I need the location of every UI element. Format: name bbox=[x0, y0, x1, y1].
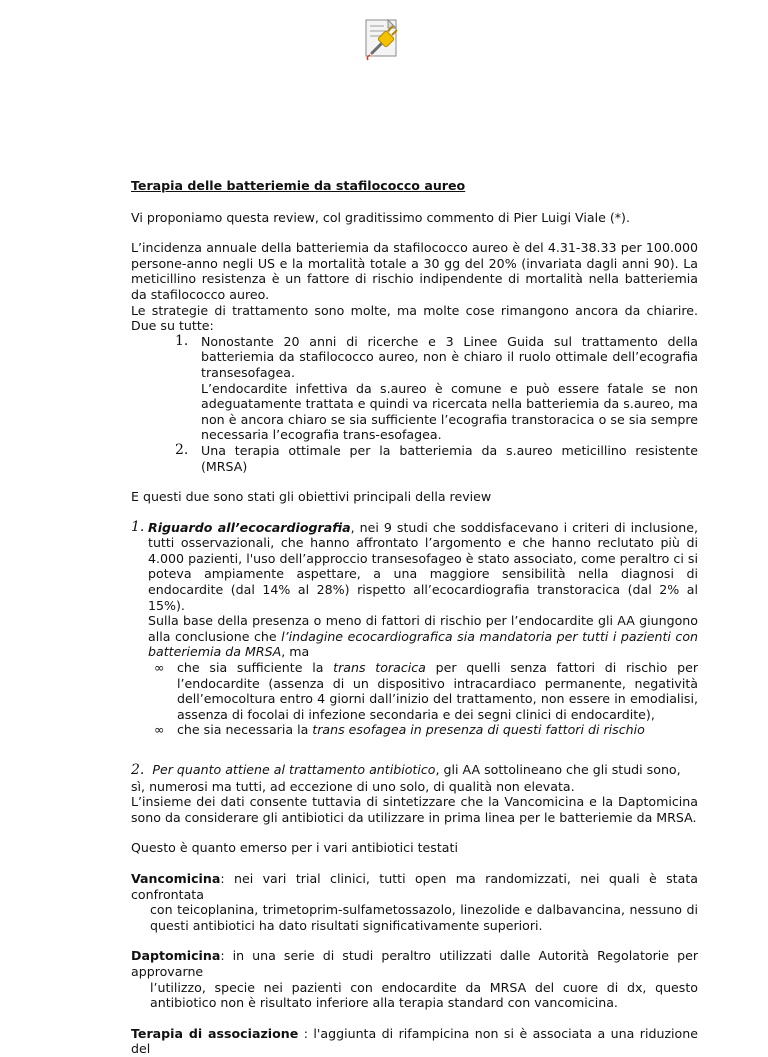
document-body bbox=[131, 178, 698, 1057]
findings-list bbox=[131, 520, 698, 826]
objectives-paragraph: E questi due sono stati gli obiettivi principali della review bbox=[131, 489, 492, 505]
open-questions-list bbox=[131, 334, 698, 474]
echocardiography-section: 1. Riguardo all’ecocardiografia, nei 9 studi che soddisfacevano i criteri di inclusione, tutti osservazionali, che hanno affrontato l’argomento e che hanno reclutato più di 4.000 pazienti, l'uso dell’approccio transesofageo è stato associato, come peraltro ci si poteva ampiamente aspettare, a una maggiore sensibilità nella diagnosi di endocardite (dal 14% al 28%) rispetto all’ecocardiografia transtoracica (dal 2% al 15%). Sulla base della presenza o meno di fattori di rischio per l’endocardite gli AA giungono alla conclusione che l’indagine ecocardiografica sia mandatoria per tutti i pazienti con batteriemia da MRSA, ma ∞ che sia sufficiente la trans toracica per quelli senza fattori di rischio per l’endocardite (assenza di un dispositivo intracardiaco permanente, negatività dell’emocoltura entro 4 giorni dall’inizio del trattamento, non essere in emodialisi, assenza di focolai di infezione secondaria e dei segni clinici di endocardite), ∞ che sia necessaria la trans esofagea in presenza di questi fattori di rischio bbox=[131, 518, 699, 738]
bullet-item: ∞ che sia necessaria la trans esofagea in presenza di questi fattori di rischio bbox=[154, 722, 645, 738]
document-title: Terapia delle batteriemie da stafilococco aureo bbox=[131, 178, 466, 193]
document-plugin-icon bbox=[360, 17, 404, 61]
list-item: 2. Una terapia ottimale per la batteriemia da s.aureo meticillino resistente (MRSA) bbox=[175, 441, 698, 474]
bullet-item: ∞ che sia sufficiente la trans toracica per quelli senza fattori di rischio per l’endocardite (assenza di un dispositivo intracardiaco permanente, negatività dell’emocoltura entro 4 giorni dall’inizio del trattamento, non essere in emodialisi, assenza di focolai di infezione secondaria e dei segni clinici di endocardite), bbox=[154, 660, 699, 722]
incidence-paragraph: L’incidenza annuale della batteriemia da stafilococco aureo è del 4.31-38.33 per 100.000 persone-anno negli US e la mortalità totale a 30 gg del 20% (invariata dagli anni 90). La meticillino resistenza è un fattore di rischio indipendente di mortalità nella batteriemia da stafilococco aureo. bbox=[131, 240, 698, 302]
drug-entry-daptomicina: Daptomicina: in una serie di studi peraltro utilizzati dalle Autorità Regolatorie per approvarne l’utilizzo, specie nei pazienti con endocardite da MRSA del cuore di dx, questo antibiotico non è risultato inferiore alla terapia standard con vancomicina. bbox=[131, 948, 698, 1011]
tested-antibiotics-paragraph: Questo è quanto emerso per i vari antibiotici testati bbox=[131, 840, 458, 856]
intro-paragraph: Vi proponiamo questa review, col graditissimo commento di Pier Luigi Viale (*). bbox=[131, 209, 630, 225]
bullet-icon: ∞ bbox=[154, 660, 165, 676]
bullet-icon: ∞ bbox=[154, 722, 165, 738]
antibiotic-section: 2. Per quanto attiene al trattamento antibiotico, gli AA sottolineano che gli studi sono, sì, numerosi ma tutti, ad eccezione di uno solo, di qualità non elevata. L’insieme dei dati consente tuttavia di sintetizzare che la Vancomicina e la Daptomicina sono da considerare gli antibiotici da utilizzare in prima linea per le batteriemie da MRSA. bbox=[131, 762, 698, 825]
strategies-paragraph: Le strategie di trattamento sono molte, ma molte cose rimangono ancora da chiarire. Due su tutte: bbox=[131, 302, 698, 334]
list-item: 1. Nonostante 20 anni di ricerche e 3 Linee Guida sul trattamento della batteriemia da stafilococco aureo, non è chiaro il ruolo ottimale dell’ecografia transesofagea. L’endocardite infettiva da s.aureo è comune e può essere fatale se non adeguatamente trattata e quindi va ricercata nella batteriemia da s.aureo, ma non è ancora chiaro se sia sufficiente l’ecografia transtoracica o se sia sempre necessaria l’ecografia trans-esofagea. bbox=[175, 332, 698, 443]
drug-entry-vancomicina: Vancomicina: nei vari trial clinici, tutti open ma randomizzati, nei quali è stata confrontata con teicoplanina, trimetoprim-sulfametossazolo, linezolide e dalbavancina, nessuno di questi antibiotici ha dato risultati significativamente superiori. bbox=[131, 870, 698, 933]
drug-entry-associazione: Terapia di associazione : l'aggiunta di rifampicina non si è associata a una riduzione del bbox=[131, 1025, 698, 1057]
